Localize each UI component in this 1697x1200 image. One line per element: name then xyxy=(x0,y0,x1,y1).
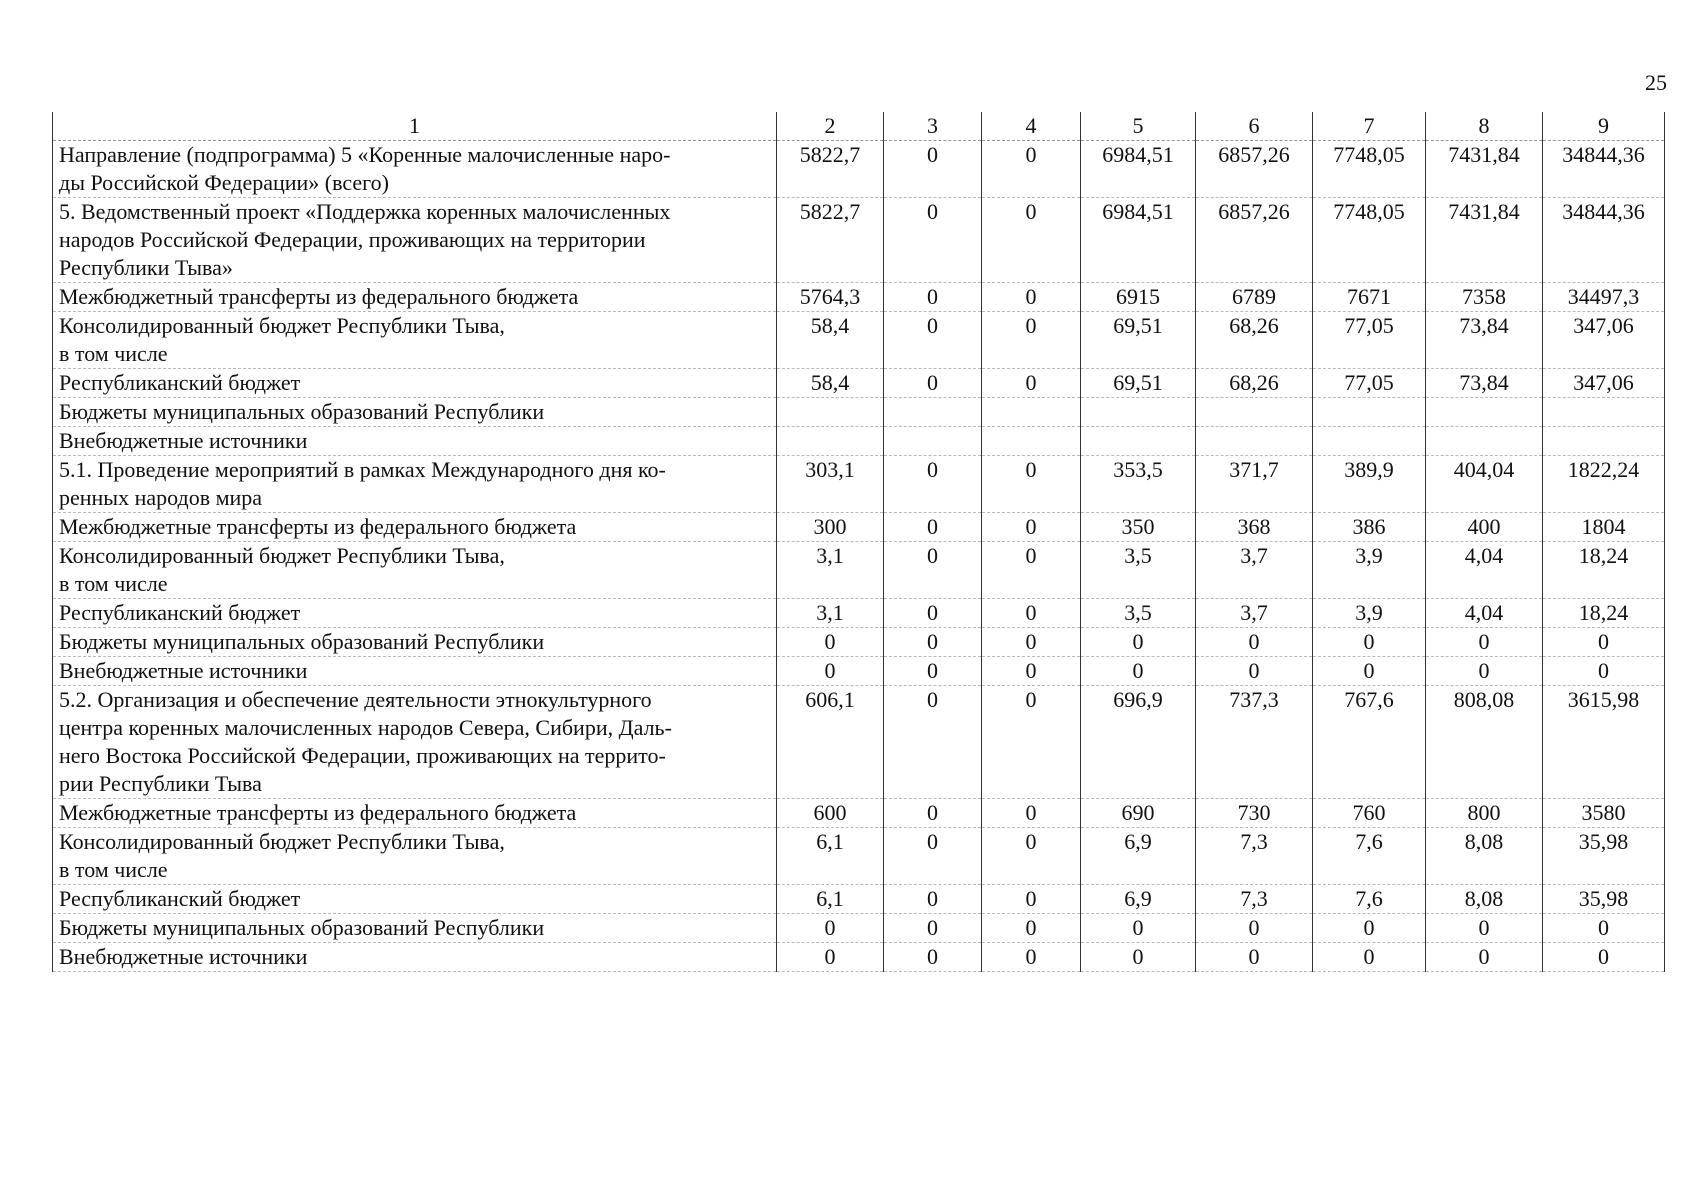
row-label xyxy=(53,398,777,427)
row-label xyxy=(53,198,777,283)
value-cell: 760 xyxy=(1313,799,1426,828)
value-cell: 696,9 xyxy=(1081,686,1196,799)
value-cell xyxy=(982,398,1081,427)
column-number: 7 xyxy=(1313,112,1426,141)
value-cell xyxy=(884,398,982,427)
column-number: 9 xyxy=(1543,112,1665,141)
row-label-line: Республики Тыва» xyxy=(59,255,233,280)
value-cell: 0 xyxy=(884,312,982,369)
value-cell: 730 xyxy=(1196,799,1313,828)
value-cell: 7,3 xyxy=(1196,885,1313,914)
row-label-line: народов Российской Федерации, проживающих на территории xyxy=(59,227,646,252)
row-label xyxy=(53,885,777,914)
value-cell: 0 xyxy=(884,599,982,628)
row-label-line: центра коренных малочисленных народов Севера, Сибири, Даль- xyxy=(59,715,672,740)
row-label xyxy=(53,283,777,312)
value-cell: 0 xyxy=(777,628,884,657)
value-cell: 353,5 xyxy=(1081,456,1196,513)
row-label-line: Бюджеты муниципальных образований Республики xyxy=(59,915,545,940)
value-cell: 3,1 xyxy=(777,599,884,628)
row-label-line: Консолидированный бюджет Республики Тыва, xyxy=(59,829,505,854)
value-cell: 0 xyxy=(884,914,982,943)
table-row xyxy=(53,599,1665,628)
value-cell: 1822,24 xyxy=(1543,456,1665,513)
value-cell: 18,24 xyxy=(1543,599,1665,628)
row-label xyxy=(53,369,777,398)
table-row xyxy=(53,312,1665,369)
value-cell: 0 xyxy=(1426,628,1543,657)
value-cell: 0 xyxy=(1543,943,1665,972)
value-cell: 0 xyxy=(1081,943,1196,972)
value-cell: 0 xyxy=(884,456,982,513)
row-label-line: него Востока Российской Федерации, проживающих на террито- xyxy=(59,743,666,768)
row-label-line: Бюджеты муниципальных образований Республики xyxy=(59,399,545,424)
row-label xyxy=(53,799,777,828)
value-cell: 0 xyxy=(982,599,1081,628)
value-cell: 7,6 xyxy=(1313,828,1426,885)
value-cell: 0 xyxy=(884,799,982,828)
table-row xyxy=(53,198,1665,283)
value-cell: 3,7 xyxy=(1196,542,1313,599)
row-label-line: Внебюджетные источники xyxy=(59,658,308,683)
table-row xyxy=(53,369,1665,398)
value-cell: 7431,84 xyxy=(1426,141,1543,198)
value-cell: 0 xyxy=(982,513,1081,542)
value-cell: 0 xyxy=(1081,628,1196,657)
value-cell: 6,9 xyxy=(1081,885,1196,914)
table-row xyxy=(53,657,1665,686)
value-cell: 3,9 xyxy=(1313,542,1426,599)
value-cell xyxy=(777,398,884,427)
value-cell: 1804 xyxy=(1543,513,1665,542)
value-cell: 0 xyxy=(884,198,982,283)
value-cell: 368 xyxy=(1196,513,1313,542)
value-cell: 7748,05 xyxy=(1313,141,1426,198)
value-cell: 6,9 xyxy=(1081,828,1196,885)
value-cell: 0 xyxy=(1196,914,1313,943)
value-cell: 0 xyxy=(884,513,982,542)
column-number: 6 xyxy=(1196,112,1313,141)
column-number: 5 xyxy=(1081,112,1196,141)
value-cell: 0 xyxy=(982,369,1081,398)
value-cell: 600 xyxy=(777,799,884,828)
value-cell: 3,5 xyxy=(1081,542,1196,599)
value-cell: 0 xyxy=(777,914,884,943)
row-label-line: Внебюджетные источники xyxy=(59,428,308,453)
row-label xyxy=(53,914,777,943)
value-cell: 6789 xyxy=(1196,283,1313,312)
row-label-line: Консолидированный бюджет Республики Тыва, xyxy=(59,313,505,338)
column-number-row xyxy=(53,112,1665,141)
row-label-line: Межбюджетные трансферты из федерального бюджета xyxy=(59,800,577,825)
value-cell: 0 xyxy=(982,456,1081,513)
value-cell xyxy=(1426,427,1543,456)
value-cell: 0 xyxy=(777,657,884,686)
row-label-line: 5.1. Проведение мероприятий в рамках Международного дня ко- xyxy=(59,457,666,482)
value-cell: 690 xyxy=(1081,799,1196,828)
value-cell: 0 xyxy=(1426,657,1543,686)
value-cell: 0 xyxy=(884,542,982,599)
value-cell: 0 xyxy=(884,657,982,686)
table-row xyxy=(53,398,1665,427)
table-row xyxy=(53,914,1665,943)
value-cell: 0 xyxy=(982,885,1081,914)
value-cell: 0 xyxy=(1426,943,1543,972)
column-number: 8 xyxy=(1426,112,1543,141)
value-cell: 3,7 xyxy=(1196,599,1313,628)
table-row xyxy=(53,686,1665,799)
column-number: 4 xyxy=(982,112,1081,141)
value-cell: 0 xyxy=(1196,943,1313,972)
value-cell: 73,84 xyxy=(1426,369,1543,398)
table-row xyxy=(53,283,1665,312)
value-cell xyxy=(982,427,1081,456)
value-cell: 737,3 xyxy=(1196,686,1313,799)
table-row xyxy=(53,799,1665,828)
row-label-line: Республиканский бюджет xyxy=(59,370,301,395)
value-cell: 0 xyxy=(982,198,1081,283)
value-cell: 35,98 xyxy=(1543,828,1665,885)
value-cell: 6984,51 xyxy=(1081,198,1196,283)
row-label-line: Республиканский бюджет xyxy=(59,886,301,911)
value-cell: 69,51 xyxy=(1081,312,1196,369)
value-cell xyxy=(1081,398,1196,427)
row-label-line: в том числе xyxy=(59,571,168,596)
value-cell: 7358 xyxy=(1426,283,1543,312)
table-row xyxy=(53,456,1665,513)
value-cell xyxy=(1196,427,1313,456)
value-cell: 3615,98 xyxy=(1543,686,1665,799)
value-cell: 69,51 xyxy=(1081,369,1196,398)
row-label-line: в том числе xyxy=(59,341,168,366)
table-row xyxy=(53,542,1665,599)
value-cell: 0 xyxy=(1313,657,1426,686)
value-cell: 5822,7 xyxy=(777,198,884,283)
row-label xyxy=(53,657,777,686)
row-label xyxy=(53,599,777,628)
value-cell xyxy=(884,427,982,456)
value-cell xyxy=(1543,398,1665,427)
row-label-line: ренных народов мира xyxy=(59,485,263,510)
value-cell xyxy=(1426,398,1543,427)
page-number: 25 xyxy=(1645,70,1667,95)
value-cell: 18,24 xyxy=(1543,542,1665,599)
value-cell: 386 xyxy=(1313,513,1426,542)
value-cell: 6915 xyxy=(1081,283,1196,312)
value-cell: 73,84 xyxy=(1426,312,1543,369)
value-cell: 0 xyxy=(1081,914,1196,943)
value-cell: 0 xyxy=(1313,943,1426,972)
value-cell: 0 xyxy=(884,283,982,312)
table-row xyxy=(53,513,1665,542)
value-cell: 7,6 xyxy=(1313,885,1426,914)
value-cell: 0 xyxy=(982,914,1081,943)
value-cell: 0 xyxy=(884,686,982,799)
value-cell: 6984,51 xyxy=(1081,141,1196,198)
value-cell: 0 xyxy=(982,943,1081,972)
value-cell: 0 xyxy=(1543,657,1665,686)
value-cell: 0 xyxy=(982,799,1081,828)
value-cell: 347,06 xyxy=(1543,369,1665,398)
value-cell: 77,05 xyxy=(1313,369,1426,398)
value-cell: 35,98 xyxy=(1543,885,1665,914)
value-cell: 77,05 xyxy=(1313,312,1426,369)
value-cell: 767,6 xyxy=(1313,686,1426,799)
value-cell: 58,4 xyxy=(777,312,884,369)
value-cell: 0 xyxy=(982,312,1081,369)
value-cell: 34844,36 xyxy=(1543,141,1665,198)
value-cell: 5822,7 xyxy=(777,141,884,198)
value-cell: 0 xyxy=(1196,657,1313,686)
column-number: 3 xyxy=(884,112,982,141)
row-label-line: 5. Ведомственный проект «Поддержка коренных малочисленных xyxy=(59,199,671,224)
value-cell: 300 xyxy=(777,513,884,542)
row-label xyxy=(53,828,777,885)
row-label-line: Консолидированный бюджет Республики Тыва, xyxy=(59,543,505,568)
value-cell: 3,5 xyxy=(1081,599,1196,628)
row-label-line: Направление (подпрограмма) 5 «Коренные малочисленные наро- xyxy=(59,142,671,167)
row-label-line: Республиканский бюджет xyxy=(59,600,301,625)
value-cell: 34844,36 xyxy=(1543,198,1665,283)
value-cell: 6,1 xyxy=(777,885,884,914)
value-cell xyxy=(777,427,884,456)
value-cell: 0 xyxy=(982,686,1081,799)
row-label-line: Бюджеты муниципальных образований Республики xyxy=(59,629,545,654)
value-cell: 5764,3 xyxy=(777,283,884,312)
value-cell: 0 xyxy=(1543,628,1665,657)
table-row xyxy=(53,828,1665,885)
value-cell: 0 xyxy=(777,943,884,972)
row-label xyxy=(53,456,777,513)
value-cell: 68,26 xyxy=(1196,312,1313,369)
value-cell: 0 xyxy=(884,141,982,198)
row-label xyxy=(53,513,777,542)
value-cell: 0 xyxy=(1426,914,1543,943)
value-cell: 808,08 xyxy=(1426,686,1543,799)
value-cell: 347,06 xyxy=(1543,312,1665,369)
value-cell: 0 xyxy=(884,628,982,657)
value-cell: 68,26 xyxy=(1196,369,1313,398)
value-cell: 7,3 xyxy=(1196,828,1313,885)
value-cell: 7431,84 xyxy=(1426,198,1543,283)
value-cell: 0 xyxy=(982,628,1081,657)
value-cell: 400 xyxy=(1426,513,1543,542)
value-cell: 6857,26 xyxy=(1196,141,1313,198)
value-cell: 0 xyxy=(1196,628,1313,657)
value-cell: 3580 xyxy=(1543,799,1665,828)
value-cell: 0 xyxy=(1543,914,1665,943)
value-cell: 58,4 xyxy=(777,369,884,398)
value-cell: 8,08 xyxy=(1426,828,1543,885)
value-cell: 0 xyxy=(884,943,982,972)
value-cell: 0 xyxy=(884,369,982,398)
value-cell: 8,08 xyxy=(1426,885,1543,914)
value-cell: 0 xyxy=(982,542,1081,599)
value-cell: 0 xyxy=(1081,657,1196,686)
value-cell: 0 xyxy=(884,885,982,914)
value-cell: 0 xyxy=(982,657,1081,686)
value-cell: 3,9 xyxy=(1313,599,1426,628)
value-cell: 0 xyxy=(982,283,1081,312)
row-label-line: 5.2. Организация и обеспечение деятельности этнокультурного xyxy=(59,687,652,712)
row-label xyxy=(53,427,777,456)
value-cell: 0 xyxy=(1313,628,1426,657)
row-label-line: Межбюджетные трансферты из федерального бюджета xyxy=(59,514,577,539)
table-row xyxy=(53,141,1665,198)
value-cell xyxy=(1313,398,1426,427)
row-label-line: Межбюджетный трансферты из федерального бюджета xyxy=(59,284,579,309)
value-cell: 4,04 xyxy=(1426,599,1543,628)
value-cell: 0 xyxy=(982,141,1081,198)
value-cell: 7748,05 xyxy=(1313,198,1426,283)
table-row xyxy=(53,943,1665,972)
table-row xyxy=(53,427,1665,456)
row-label xyxy=(53,542,777,599)
value-cell xyxy=(1543,427,1665,456)
value-cell xyxy=(1313,427,1426,456)
budget-table-body xyxy=(53,112,1665,972)
value-cell: 4,04 xyxy=(1426,542,1543,599)
table-row xyxy=(53,885,1665,914)
value-cell: 6,1 xyxy=(777,828,884,885)
value-cell: 800 xyxy=(1426,799,1543,828)
value-cell: 389,9 xyxy=(1313,456,1426,513)
value-cell: 350 xyxy=(1081,513,1196,542)
value-cell: 34497,3 xyxy=(1543,283,1665,312)
row-label xyxy=(53,312,777,369)
row-label xyxy=(53,943,777,972)
table-row xyxy=(53,628,1665,657)
value-cell: 606,1 xyxy=(777,686,884,799)
row-label-line: Внебюджетные источники xyxy=(59,944,308,969)
value-cell: 0 xyxy=(884,828,982,885)
value-cell: 303,1 xyxy=(777,456,884,513)
value-cell: 0 xyxy=(982,828,1081,885)
row-label-line: рии Республики Тыва xyxy=(59,771,262,796)
row-label xyxy=(53,628,777,657)
row-label-line: в том числе xyxy=(59,857,168,882)
value-cell: 7671 xyxy=(1313,283,1426,312)
row-label xyxy=(53,686,777,799)
value-cell: 6857,26 xyxy=(1196,198,1313,283)
value-cell xyxy=(1081,427,1196,456)
value-cell: 0 xyxy=(1313,914,1426,943)
column-number: 2 xyxy=(777,112,884,141)
value-cell: 404,04 xyxy=(1426,456,1543,513)
row-label xyxy=(53,141,777,198)
value-cell: 371,7 xyxy=(1196,456,1313,513)
column-number: 1 xyxy=(53,112,777,141)
value-cell xyxy=(1196,398,1313,427)
budget-table xyxy=(52,112,1665,972)
value-cell: 3,1 xyxy=(777,542,884,599)
row-label-line: ды Российской Федерации» (всего) xyxy=(59,170,389,195)
